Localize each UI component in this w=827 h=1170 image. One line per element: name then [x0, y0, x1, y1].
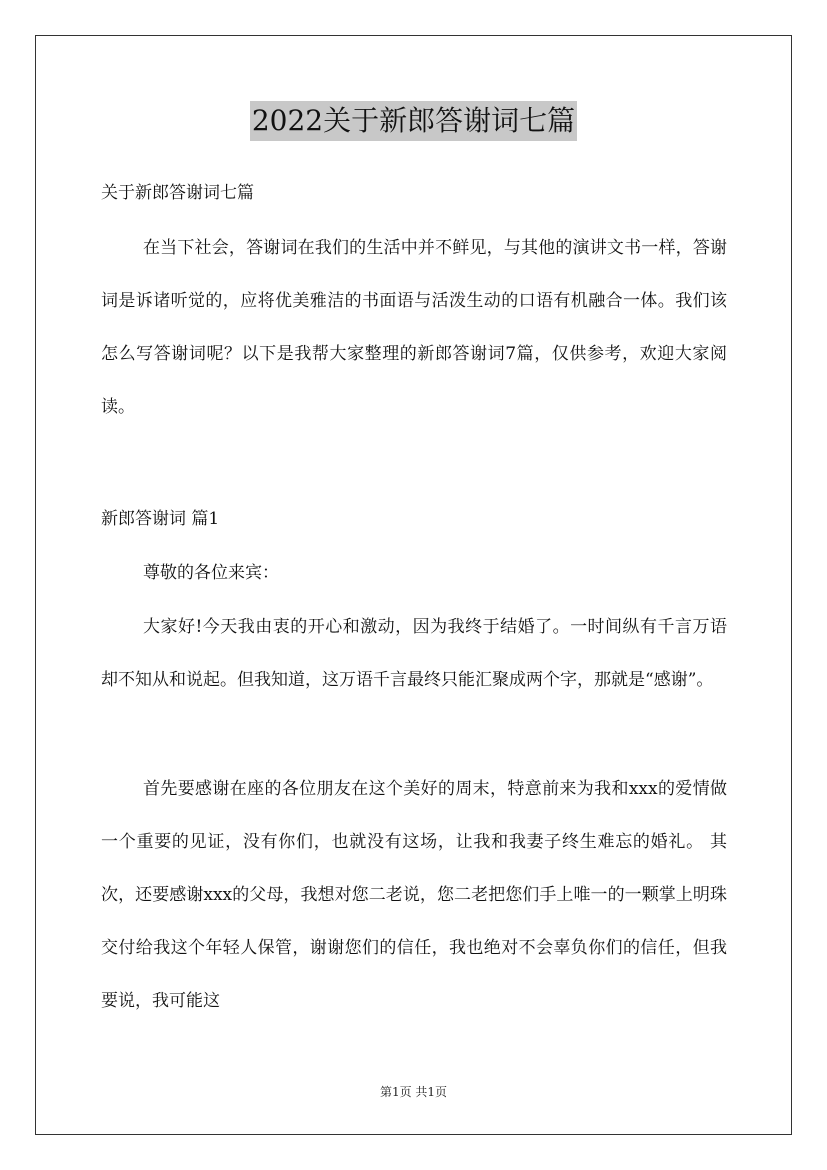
document-subtitle: 关于新郎答谢词七篇: [101, 183, 254, 203]
page-footer: 第1页 共1页: [379, 1085, 448, 1099]
document-title: 2022关于新郎答谢词七篇: [250, 101, 577, 141]
paragraph-2: 首先要感谢在座的各位朋友在这个美好的周末，特意前来为我和xxx的爱情做一个重要的见证，没有你们，也就没有这场，让我和我妻子终生难忘的婚礼。 其次，还要感谢xxx的父母，我想对您二老说，您二老把您们手上唯一的一颗掌上明珠交付给我这个年轻人保管，谢谢您们的信任，我也绝对不会辜负你们的信任，但我要说，我可能这: [101, 779, 727, 1011]
section-heading: 新郎答谢词 篇1: [101, 509, 220, 529]
paragraph-1: 大家好!今天我由衷的开心和激动，因为我终于结婚了。一时间纵有千言万语却不知从和说起。但我知道，这万语千言最终只能汇聚成两个字，那就是“感谢”。: [101, 617, 727, 690]
greeting: 尊敬的各位来宾：: [143, 563, 279, 583]
title-container: [0, 101, 827, 141]
intro-paragraph: 在当下社会，答谢词在我们的生活中并不鲜见，与其他的演讲文书一样，答谢词是诉诸听觉的，应将优美雅洁的书面语与活泼生动的口语有机融合一体。我们该怎么写答谢词呢？以下是我帮大家整理的新郎答谢词7篇，仅供参考，欢迎大家阅读。: [101, 238, 727, 417]
